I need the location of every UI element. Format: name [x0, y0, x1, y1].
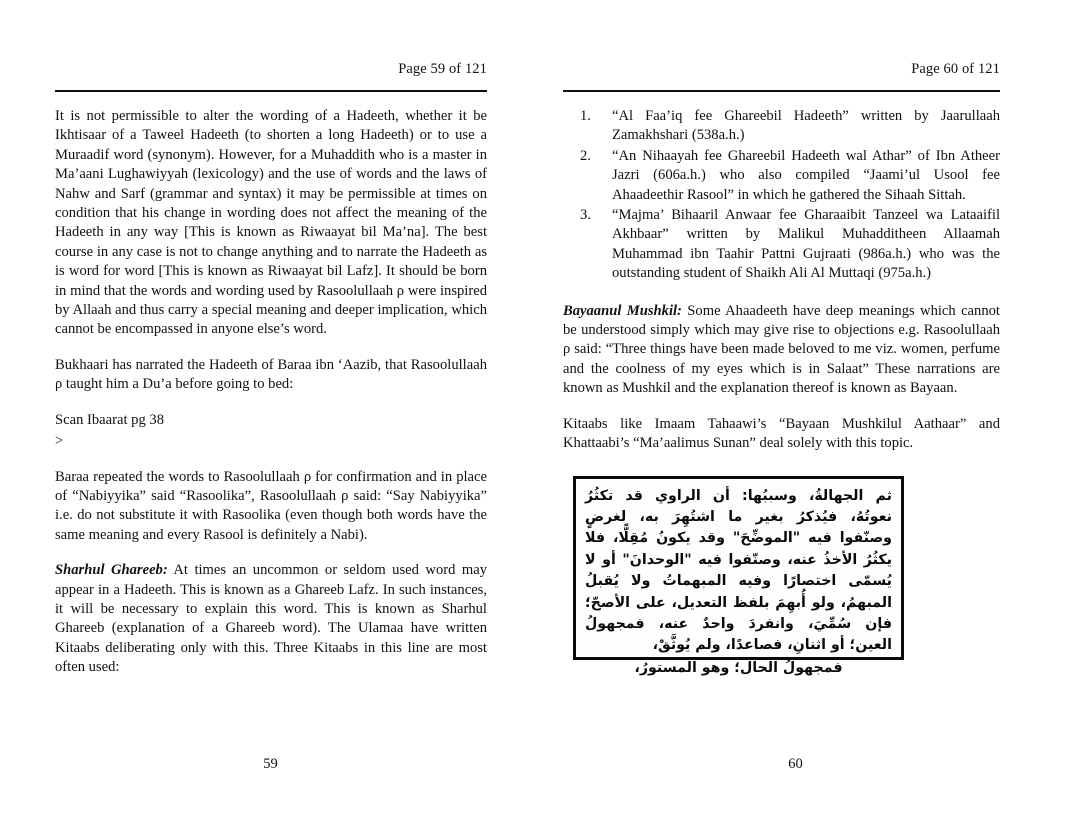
list-item	[563, 107, 1000, 146]
section-heading-bayaanul-mushkil: Bayaanul Mushkil:	[563, 302, 682, 319]
page-header-right-label: Page 60 of 121	[911, 61, 1000, 77]
page-left-body	[55, 107, 487, 678]
section-sharhul-ghareeb	[55, 561, 487, 677]
list-item-marker: 2.	[580, 147, 591, 164]
paragraph-bukhaari-narration: Bukhaari has narrated the Hadeeth of Baraa ibn ‘Aazib, that Rasoolullaah ρ taught him a Du’a before going to bed:	[55, 356, 487, 393]
arabic-line-2: بغير ما اشتُهِرَ به، لغرضٍ وصنّفوا فيه "الموضِّحَ" وقد	[585, 508, 892, 547]
section-bayaanul-mushkil	[563, 302, 1000, 399]
section-body-bayaanul-mushkil: Some Ahaadeeth have deep meanings which cannot be understood simply which may give rise to objections e.g. Rasoolullaah ρ said: “Three things have been made beloved to me viz. women, perfume and the coolness of my eyes which is in Salaat” These narrations are known as Mushkil and the explanation thereof is known as Bayaan.	[563, 302, 1000, 397]
page-header-left	[55, 60, 487, 88]
kitaab-list	[563, 107, 1000, 284]
page-right-body	[563, 107, 1000, 676]
arabic-line-6: عنه، فمجهولُ العين؛ أو اثنانِ، فصاعدًا، ولم يُوثَّقْ،	[585, 615, 892, 654]
arabic-scan-text	[585, 486, 892, 680]
paragraph-kitaabs-like: Kitaabs like Imaam Tahaawi’s “Bayaan Mushkilul Aathaar” and Khattaabi’s “Ma’aalimus Sunan” deal solely with this topic.	[563, 415, 1000, 452]
page-footer-right	[543, 756, 1086, 773]
arabic-line-1: ثم الجهالةُ، وسببُها: أن الراوي قد تكثُرُ نعوتُهُ، فيُذكرُ	[585, 487, 892, 525]
list-item-marker: 1.	[580, 108, 591, 124]
scan-note-line-1: Scan Ibaarat pg 38	[55, 411, 165, 428]
arabic-line-3: يكونُ مُقِلًّا، فلا يكثُرُ الأخذُ عنه، وصنّفوا فيه "الوحدانَ"	[585, 530, 893, 568]
header-rule-right	[563, 90, 1000, 92]
page-header-left-label: Page 59 of 121	[398, 61, 487, 77]
header-rule-left	[55, 90, 487, 92]
list-item-marker: 3.	[580, 207, 591, 224]
paragraph-baraa-repeated: Baraa repeated the words to Rasoolullaah ρ for confirmation and in place of “Nabiyyika” said “Rasoolika”, Rasoolullaah ρ said: “Say Nabiyyika” i.e. do not substitute it with Rasoolika (even though both words have the same meaning and every Rasool is definitely a Nabi).	[55, 468, 487, 543]
paragraph-alter-wording: It is not permissible to alter the wording of a Hadeeth, whether it be Ikhtisaar of a Taweel Hadeeth (to shorten a long Hadeeth) or to use a Muraadif word (synonym). However, for a Muhaddith who is a master in Ma’aani Lughawiyyah (lexicology) and the use of words and the laws of Nahw and Sarf (grammar and syntax) it may be permissible at times on condition that his change in wording does not affect the meaning of the Hadeeth in any way [This is known as Riwaayat bil Ma’na]. The best course in any case is not to change anything and to narrate the Hadeeth as is word for word [This is known as Riwaayat bil Lafz]. It should be born in mind that the words and wording used by Rasoolullaah ρ were inspired by Allaah and thus carry a special meaning and deeper implication, which cannot be encompassed in anyone else’s word.	[55, 108, 487, 338]
list-item-text: “Majma’ Bihaaril Anwaar fee Gharaaibit Tanzeel wa Lataaifil Akhbaar” written by Malikul Muhadditheen Allaamah Muhammad ibn Taahir Pattni Gujraati (986a.h.) who was the outstanding student of Shaikh Ali Al Muttaqi (975a.h.)	[612, 207, 1000, 282]
list-item	[563, 147, 1000, 205]
scan-note-line-2: >	[55, 433, 64, 450]
section-body-sharhul-ghareeb: At times an uncommon or seldom used word may appear in a Hadeeth. This is known as a Ghareeb Lafz. In such instances, it will be necessary to explain this word. This is known as Sharhul Ghareeb (explanation of a Ghareeb word). The Ulamaa have written Kitaabs deliberating only with this. Three Kitaabs in this line are most often used:	[55, 562, 487, 676]
arabic-line-5: أُبهِمَ بلفظ التعديل، على الأصحّ؛ فإن سُمِّيَ، وانفردَ واحدٌ	[585, 594, 892, 632]
section-heading-sharhul-ghareeb: Sharhul Ghareeb:	[55, 562, 168, 579]
arabic-line-7: فمجهولُ الحال؛ وهو المستورُ،	[634, 659, 843, 676]
arabic-scan-excerpt	[573, 476, 904, 676]
arabic-line-4: أو لا يُسمّى اختصارًا وفيه المبهماتُ ولا يُقبلُ المبهمُ، ولو	[585, 551, 892, 611]
page-header-right	[563, 60, 1000, 88]
list-item-text: “Al Faa’iq fee Ghareebil Hadeeth” written by Jaarullaah Zamakhshari (538a.h.)	[612, 108, 1000, 144]
page-number-left: 59	[263, 756, 278, 772]
list-item-text: “An Nihaayah fee Ghareebil Hadeeth wal Athar” of Ibn Atheer Jazri (606a.h.) who also compiled “Jaami’ul Usool fee Ahaadeethir Rasool” in which he gathered the Sihaah Sittah.	[612, 147, 1000, 203]
page-number-right: 60	[788, 756, 803, 772]
page-footer-left	[0, 756, 543, 773]
page-right	[543, 0, 1086, 839]
list-item	[563, 206, 1000, 284]
